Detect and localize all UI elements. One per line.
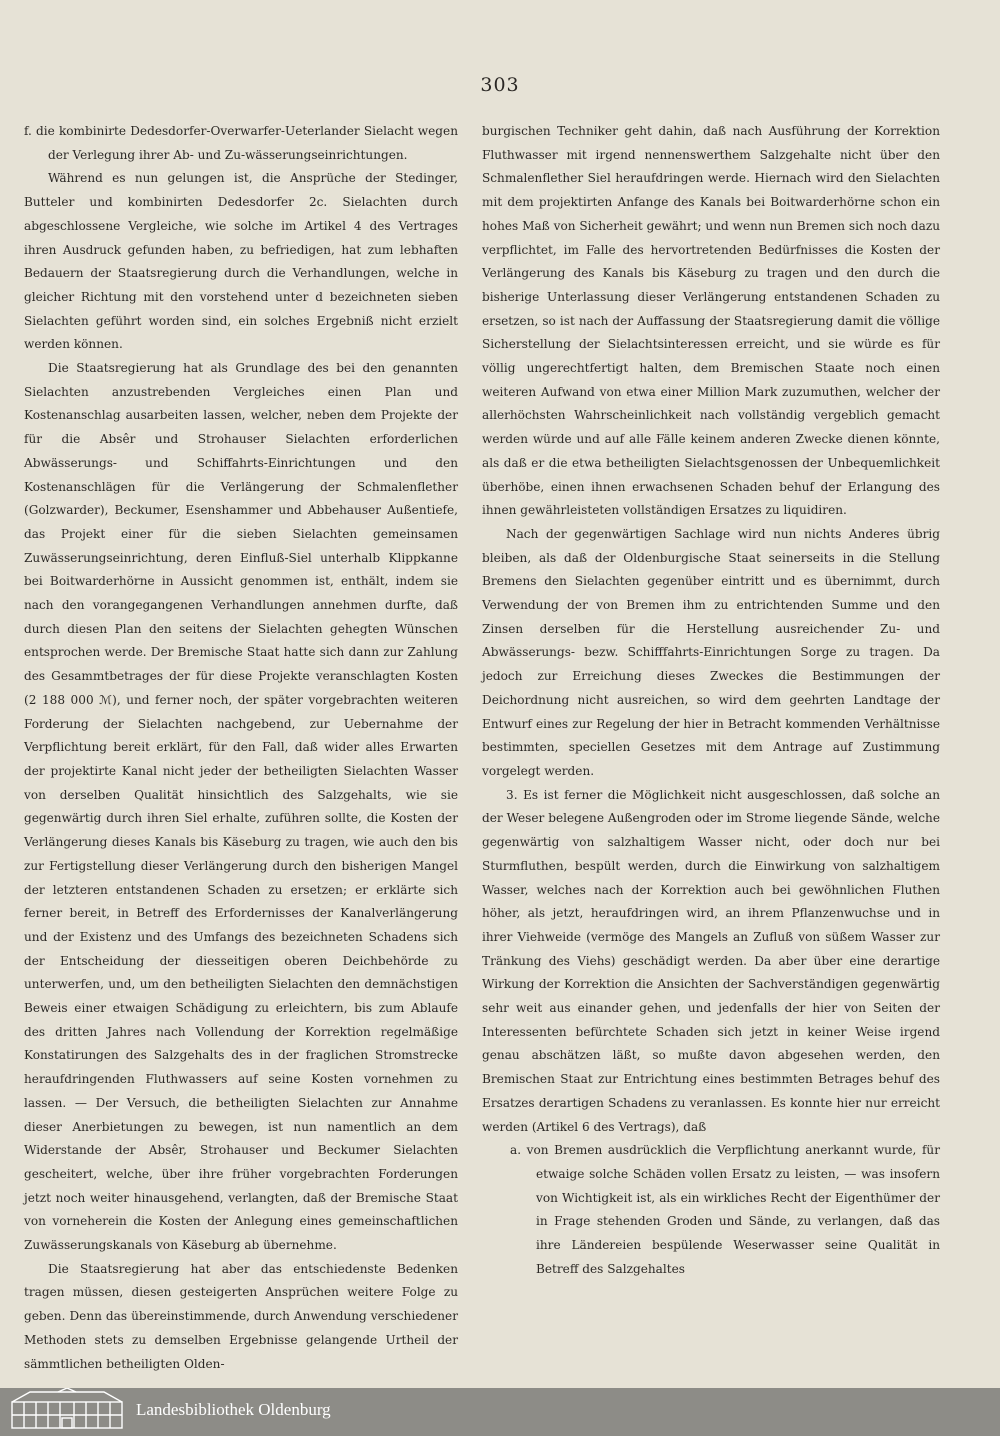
library-footer-bar	[0, 1388, 1000, 1436]
paragraph: Die Staatsregierung hat aber das entschiedenste Bedenken tragen müssen, diesen gesteigerten Ansprüchen weitere Folge zu geben. Denn das übereinstimmende, durch Anwendung verschiedener Methoden stets zu demselben Ergebnisse gelangende Urtheil der sämmtlichen betheiligten Olden-	[24, 1261, 458, 1371]
list-item-f: f. die kombinirte Dedesdorfer-Overwarfer-Ueterlander Sielacht wegen der Verlegung ihrer Ab- und Zu-wässerungseinrichtungen.	[24, 124, 458, 162]
list-item-a: a. von Bremen ausdrücklich die Verpflichtung anerkannt wurde, für etwaige solche Schäden vollen Ersatz zu leisten, — was insofern von Wichtigkeit ist, als ein wirkliches Recht der Eigenthümer der in Frage stehenden Groden und Sände, zu verlangen, daß das ihre Ländereien bespülende Weserwasser seine Qualität in Betreff des Salzgehaltes	[510, 1143, 940, 1276]
library-building-logo-icon	[8, 1388, 126, 1430]
paragraph: 3. Es ist ferner die Möglichkeit nicht ausgeschlossen, daß solche an der Weser belegene Außengroden oder im Strome liegende Sände, welche gegenwärtig von salzhaltigem Wasser nicht, oder doch nur bei Sturmfluthen, bespült werden, durch die Einwirkung von salzhaltigem Wasser, welches nach der Korrektion auch bei gewöhnlichen Fluthen höher, als jetzt, heraufdringen wird, an ihrem Pflanzenwuchse und in ihrer Viehweide (vermöge des Mangels an Zufluß von süßem Wasser zur Tränkung des Viehs) geschädigt werden. Da aber über eine derartige Wirkung der Korrektion die Ansichten der Sachverständigen gegenwärtig sehr weit aus einander gehen, und jedenfalls der hier von Seiten der Interessenten befürchtete Schaden sich jetzt in keiner Weise irgend genau abschätzen läßt, so mußte davon abgesehen werden, den Bremischen Staat zur Entrichtung eines bestimmten Betrages behuf des Ersatzes derartigen Schadens zu veranlassen. Es konnte hier nur erreicht werden (Artikel 6 des Vertrags), daß	[482, 787, 940, 1134]
page-number: 303	[480, 74, 520, 96]
paragraph: Während es nun gelungen ist, die Ansprüche der Stedinger, Butteler und kombinirten Dedesdorfer 2c. Sielachten durch abgeschlossene Vergleiche, wie solche im Artikel 4 des Vertrages ihren Ausdruck gefunden haben, zu befriedigen, hat zum lebhaften Bedauern der Staatsregierung durch die Verhandlungen, welche in gleicher Richtung mit den vorstehend unter d bezeichneten sieben Sielachten geführt worden sind, ein solches Ergebniß nicht erzielt werden können.	[24, 171, 458, 352]
library-name: Landesbibliothek Oldenburg	[136, 1400, 331, 1419]
text-column-right	[482, 120, 940, 1281]
paragraph: Die Staatsregierung hat als Grundlage des bei den genannten Sielachten anzustrebenden Vergleiches einen Plan und Kostenanschlag ausarbeiten lassen, welcher, neben dem Projekte der für die Absêr und Strohauser Sielachten erforderlichen Abwässerungs- und Schiffahrts-Einrichtungen und den Kostenanschlägen für die Verlängerung der Schmalenflether (Golzwarder), Beckumer, Esenshammer und Abbehauser Außentiefe, das Projekt einer für die sieben Sielachten gemeinsamen Zuwässerungseinrichtung, deren Einfluß-Siel unterhalb Klippkanne bei Boitwarderhörne in Aussicht genommen ist, enthält, indem sie nach den vorangegangenen Verhandlungen annehmen durfte, daß durch diesen Plan den seitens der Sielachten gehegten Wünschen entsprochen werde. Der Bremische Staat hatte sich dann zur Zahlung des Gesammtbetrages der für diese Projekte veranschlagten Kosten (2 188 000 ℳ), und ferner noch, der später vorgebrachten weiteren Forderung der Sielachten nachgebend, zur Uebernahme der Verpflichtung bereit erklärt, für den Fall, daß wider alles Erwarten der projektirte Kanal nicht jeder der betheiligten Sielachten Wasser von derselben Qualität hinsichtlich des Salzgehalts, wie sie gegenwärtig durch ihren Siel erhalte, zuführen sollte, die Kosten der Verlängerung dieses Kanals bis Käseburg zu tragen, wie auch den bis zur Fertigstellung dieser Verlängerung durch den bisherigen Mangel der letzteren entstandenen Schaden zu ersetzen; er erklärte sich ferner bereit, in Betreff des Erfordernisses der Kanalverlängerung und der Existenz und des Umfangs des bezeichneten Schadens sich der Entscheidung der diesseitigen oberen Deichbehörde zu unterwerfen, und, um den betheiligten Sielachten den demnächstigen Beweis einer etwaigen Schädigung zu erleichtern, bis zum Ablaufe des dritten Jahres nach Vollendung der Korrektion regelmäßige Konstatirungen des Salzgehalts des in der fraglichen Stromstrecke heraufdringenden Fluthwassers auf seine Kosten vornehmen zu lassen. — Der Versuch, die betheiligten Sielachten zur Annahme dieser Anerbietungen zu bewegen, ist nun namentlich an dem Widerstande der Absêr, Strohauser und Beckumer Sielachten gescheitert, welche, über ihre früher vorgebrachten Forderungen jetzt noch weiter hinausgehend, verlangten, daß der Bremische Staat von vorneherein die Kosten der Anlegung eines gemeinschaftlichen Zuwässerungskanals von Käseburg ab übernehme.	[24, 361, 458, 1253]
paragraph: burgischen Techniker geht dahin, daß nach Ausführung der Korrektion Fluthwasser mit irgend nennenswerthem Salzgehalte nicht über den Schmalenflether Siel heraufdringen werde. Hiernach wird den Sielachten mit dem projektirten Anfange des Kanals bei Boitwarderhörne schon ein hohes Maß von Sicherheit gewährt; und wenn nun Bremen sich noch dazu verpflichtet, im Falle des hervortretenden Bedürfnisses die Kosten der Verlängerung des Kanals bis Käseburg zu tragen und den durch die bisherige Unterlassung dieser Verlängerung entstandenen Schaden zu ersetzen, so ist nach der Auffassung der Staatsregierung damit die völlige Sicherstellung der Sielachtsinteressen erreicht, und sie würde es für völlig ungerechtfertigt halten, dem Bremischen Staate noch einen weiteren Aufwand von etwa einer Million Mark zuzumuthen, welcher der allerhöchsten Wahrscheinlichkeit nach vollständig vergeblich gemacht werden würde und auf alle Fälle keinem anderen Zwecke dienen könnte, als daß er die etwa betheiligten Sielachtsgenossen der Unbequemlichkeit überhöbe, einen ihnen erwachsenen Schaden behuf der Erlangung des ihnen gewährleisteten vollständigen Ersatzes zu liquidiren.	[482, 124, 940, 518]
paragraph: Nach der gegenwärtigen Sachlage wird nun nichts Anderes übrig bleiben, als daß der Oldenburgische Staat seinerseits in die Stellung Bremens den Sielachten gegenüber eintritt und es übernimmt, durch Verwendung der von Bremen ihm zu entrichtenden Summe und den Zinsen derselben für die Herstellung ausreichender Zu- und Abwässerungs- bezw. Schifffahrts-Einrichtungen Sorge zu tragen. Da jedoch zur Erreichung dieses Zweckes die Bestimmungen der Deichordnung nicht ausreichen, so wird dem geehrten Landtage der Entwurf eines zur Regelung der hier in Betracht kommenden Verhältnisse bestimmten, speciellen Gesetzes mit dem Antrage auf Zustimmung vorgelegt werden.	[482, 526, 940, 778]
text-column-left	[24, 120, 458, 1376]
